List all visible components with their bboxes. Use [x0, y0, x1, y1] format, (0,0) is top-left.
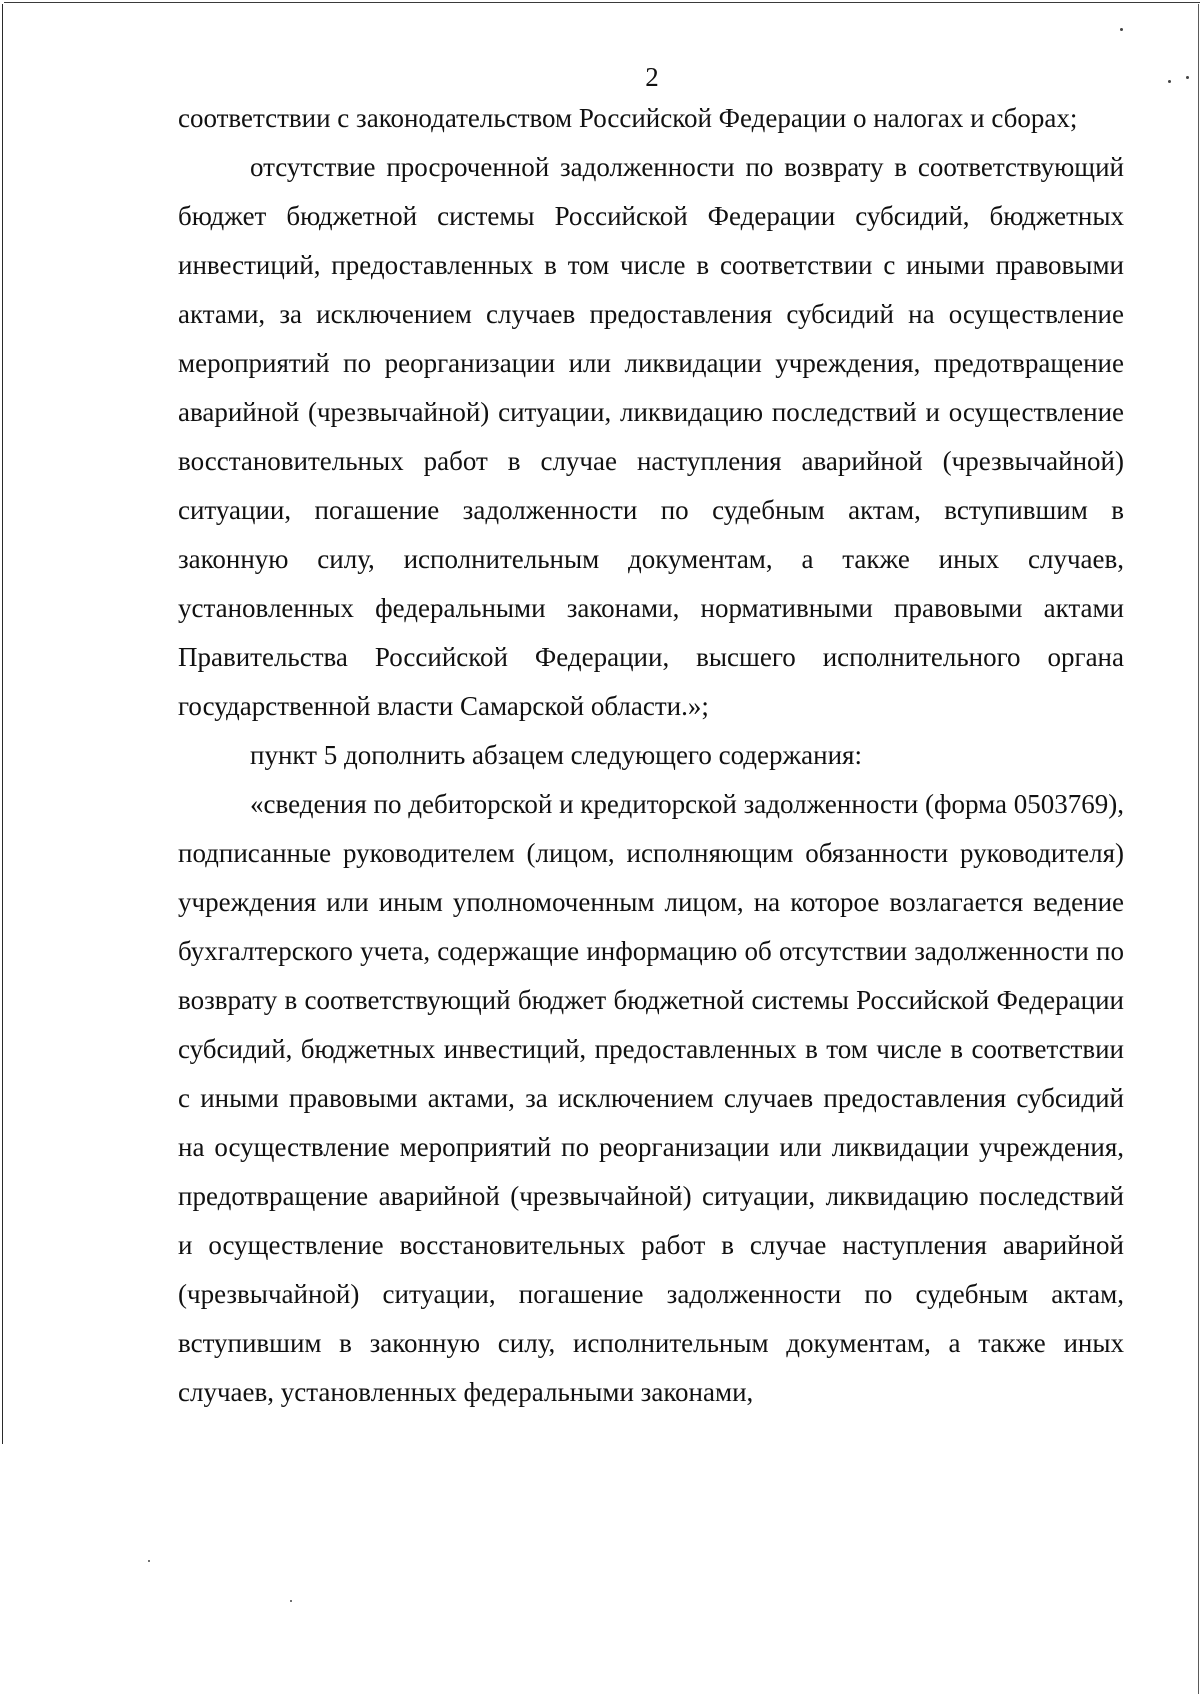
page-number: 2 — [645, 62, 659, 92]
scan-speck — [290, 1600, 292, 1602]
scan-edge-right — [1198, 4, 1199, 1694]
paragraph-continuation: соответствии с законодательством Российской Федерации о налогах и сборах; — [178, 103, 1078, 133]
scan-edge-left — [2, 4, 3, 1444]
scan-speck — [1120, 28, 1123, 31]
paragraph-no-overdue-debt: отсутствие просроченной задолженности по возврату в соответствующий бюджет бюджетной системы Российской Федерации субсидий, бюджетных инвестиций, предоставленных в том числе в соответствии с иными правовыми актами, за исключением случаев предоставления субсидий на осуществление мероприятий по реорганизации или ликвидации учреждения, предотвращение аварийной (чрезвычайной) ситуации, ликвидацию последствий и осуществление восстановительных работ в случае наступления аварийной (чрезвычайной) ситуации, погашение задолженности по судебным актам, вступившим в законную силу, исполнительным документам, а также иных случаев, установленных федеральными законами, нормативными правовыми актами Правительства Российской Федерации, высшего исполнительного органа государственной власти Самарской области.»; — [178, 152, 1124, 721]
paragraph-receivables-info: «сведения по дебиторской и кредиторской задолженности (форма 0503769), подписанные руководителем (лицом, исполняющим обязанности руководителя) учреждения или иным уполномоченным лицом, на которое возлагается ведение бухгалтерского учета, содержащие информацию об отсутствии задолженности по возврату в соответствующий бюджет бюджетной системы Российской Федерации субсидий, бюджетных инвестиций, предоставленных в том числе в соответствии с иными правовыми актами, за исключением случаев предоставления субсидий на осуществление мероприятий по реорганизации или ликвидации учреждения, предотвращение аварийной (чрезвычайной) ситуации, ликвидацию последствий и осуществление восстановительных работ в случае наступления аварийной (чрезвычайной) ситуации, погашение задолженности по судебным актам, вступившим в законную силу, исполнительным документам, а также иных случаев, установленных федеральными законами, — [178, 789, 1124, 1407]
scan-speck — [148, 1560, 150, 1562]
document-body — [178, 94, 1124, 1417]
scan-speck — [1186, 76, 1189, 79]
paragraph-amendment-item-5: пункт 5 дополнить абзацем следующего содержания: — [250, 740, 862, 770]
scan-speck — [1168, 80, 1171, 83]
scan-edge-top — [4, 2, 1200, 3]
